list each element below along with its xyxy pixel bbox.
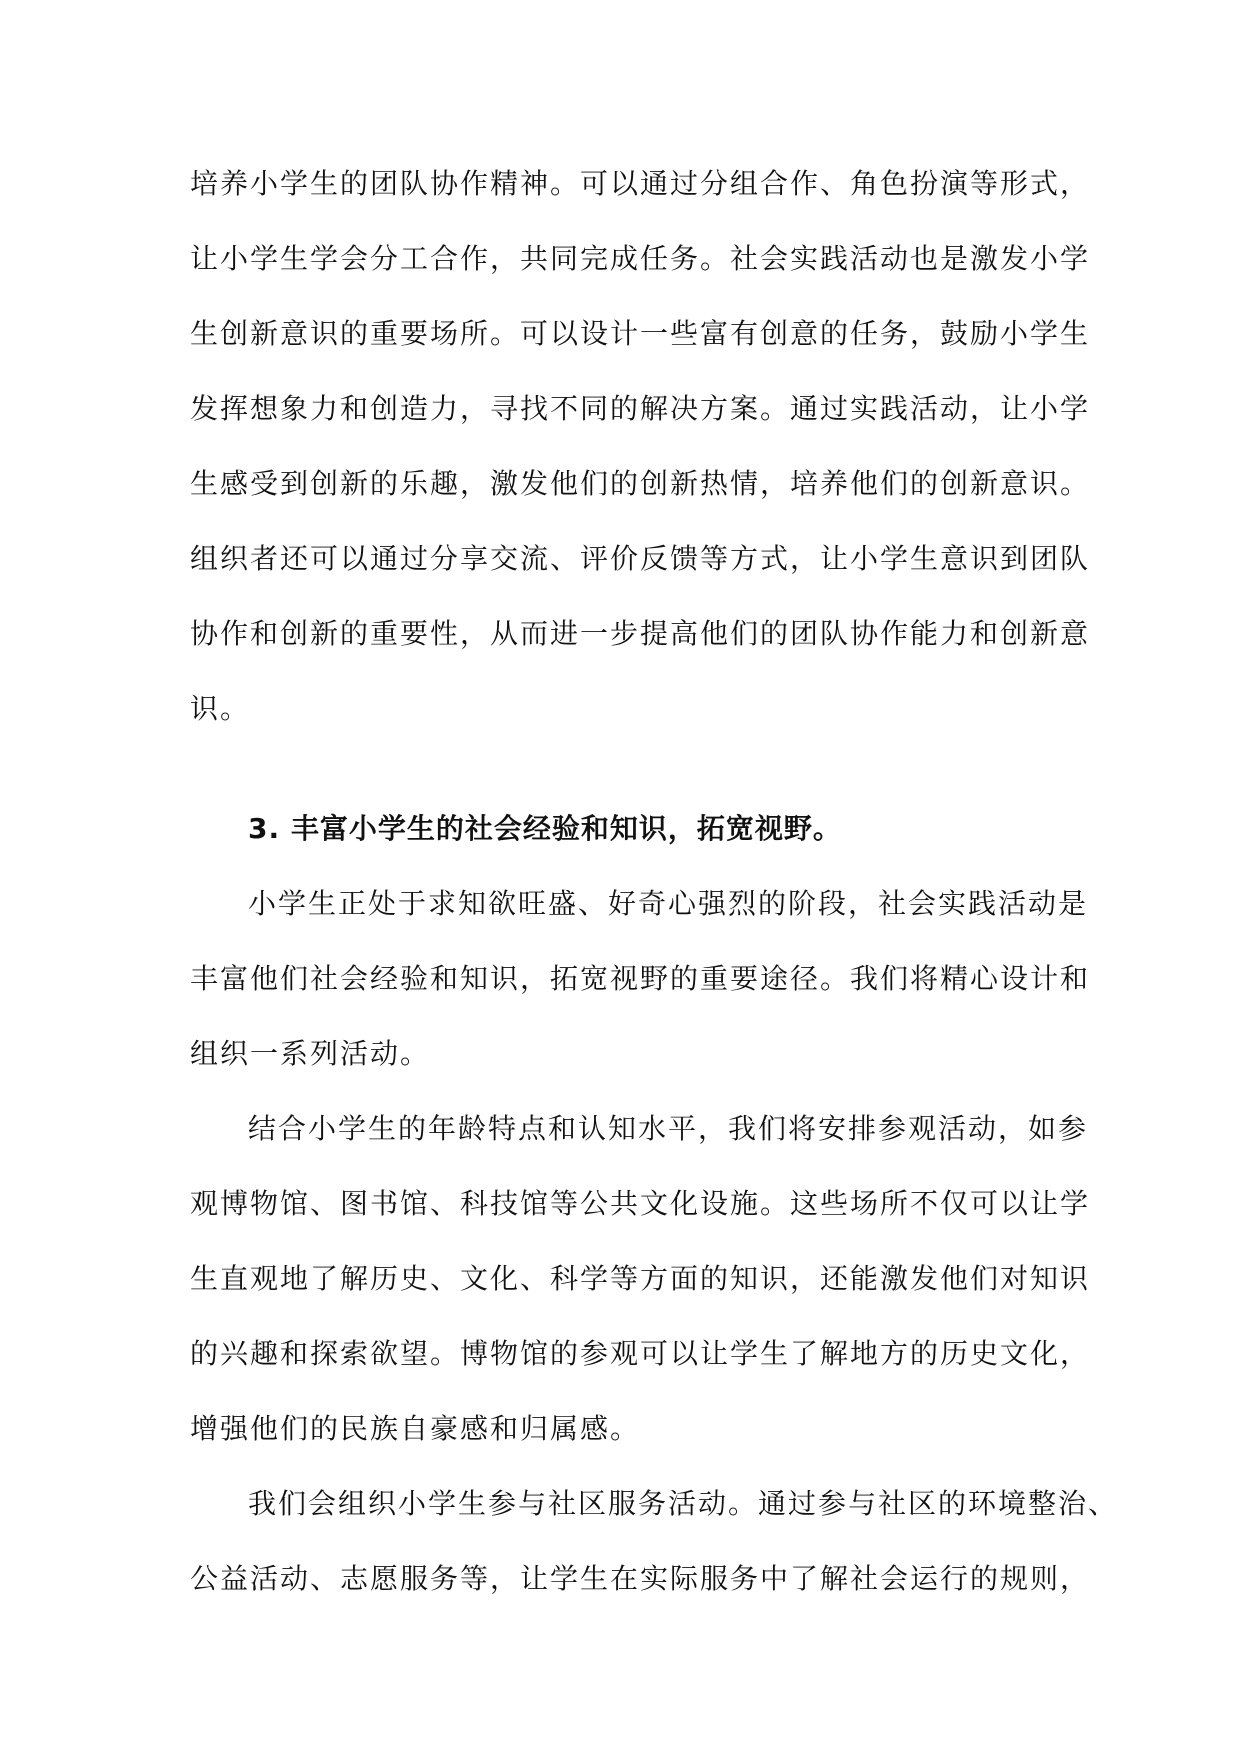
text-line: 的兴趣和探索欲望。博物馆的参观可以让学生了解地方的历史文化，: [190, 1337, 1091, 1370]
paragraph-community-service: [190, 1466, 1119, 1616]
text-line: 丰富他们社会经验和知识，拓宽视野的重要途径。我们将精心设计和: [190, 962, 1091, 995]
text-line: 生创新意识的重要场所。可以设计一些富有创意的任务，鼓励小学生: [190, 317, 1091, 350]
text-line: 发挥想象力和创造力，寻找不同的解决方案。通过实践活动，让小学: [190, 392, 1091, 425]
section-heading: 3. 丰富小学生的社会经验和知识，拓宽视野。: [248, 812, 842, 845]
text-line: 增强他们的民族自豪感和归属感。: [190, 1412, 641, 1445]
paragraph-gap: [190, 746, 1055, 791]
text-line: 让小学生学会分工合作，共同完成任务。社会实践活动也是激发小学: [190, 242, 1091, 275]
text-line: 生感受到创新的乐趣，激发他们的创新热情，培养他们的创新意识。: [190, 467, 1091, 500]
text-line: 识。: [190, 692, 251, 725]
paragraph-team-innovation: [190, 146, 1091, 746]
text-line: 组织一系列活动。: [190, 1037, 431, 1070]
text-line: 生直观地了解历史、文化、科学等方面的知识，还能激发他们对知识: [190, 1262, 1091, 1295]
text-line: 组织者还可以通过分享交流、评价反馈等方式，让小学生意识到团队: [190, 542, 1091, 575]
text-line: 观博物馆、图书馆、科技馆等公共文化设施。这些场所不仅可以让学: [190, 1187, 1091, 1220]
paragraph-visit-activities: [190, 1091, 1091, 1466]
text-line: 结合小学生的年龄特点和认知水平，我们将安排参观活动，如参: [248, 1112, 1089, 1145]
text-line: 协作和创新的重要性，从而进一步提高他们的团队协作能力和创新意: [190, 617, 1091, 650]
text-line: 小学生正处于求知欲旺盛、好奇心强烈的阶段，社会实践活动是: [248, 887, 1089, 920]
text-line: 公益活动、志愿服务等，让学生在实际服务中了解社会运行的规则，: [190, 1562, 1091, 1595]
paragraph-social-experience: [190, 866, 1091, 1091]
document-body: [190, 146, 1119, 1616]
text-line: 我们会组织小学生参与社区服务活动。通过参与社区的环境整治、: [248, 1487, 1119, 1520]
text-line: 培养小学生的团队协作精神。可以通过分组合作、角色扮演等形式，: [190, 167, 1091, 200]
